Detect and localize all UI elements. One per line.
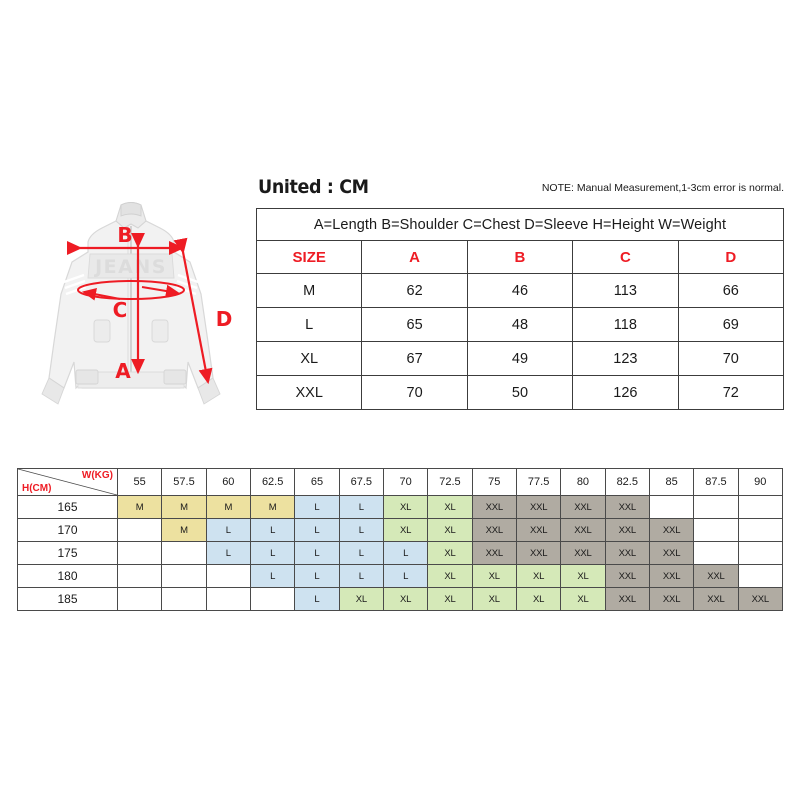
fit-cell-xxl: XXL [605,565,649,588]
spec-header-a: A [362,241,467,274]
fit-cell-xl: XL [428,496,472,519]
spec-header-row [256,176,784,208]
fit-grid-row [18,496,783,519]
fit-cell-xxl: XXL [694,565,738,588]
spec-cell-size: XL [257,342,362,376]
spec-cell-b: 50 [467,376,572,410]
fit-cell-xl: XL [383,588,427,611]
weight-column-header: 75 [472,469,516,496]
spec-row-xl [257,342,784,376]
weight-column-header: 72.5 [428,469,472,496]
fit-cell-empty [738,542,782,565]
fit-cell-xl: XL [428,519,472,542]
height-row-header: 175 [18,542,118,565]
fit-cell-empty [162,542,206,565]
fit-cell-xl: XL [428,542,472,565]
fit-cell-xl: XL [516,588,560,611]
weight-column-header: 62.5 [250,469,294,496]
fit-cell-l: L [339,542,383,565]
fit-grid-row [18,519,783,542]
spec-cell-d: 69 [678,308,783,342]
fit-grid-row [18,542,783,565]
fit-cell-xxl: XXL [561,519,605,542]
spec-cell-d: 72 [678,376,783,410]
fit-cell-l: L [295,565,339,588]
weight-column-header: 85 [649,469,693,496]
fit-grid-corner-header [18,469,118,496]
fit-cell-l: L [339,496,383,519]
fit-cell-empty [118,519,162,542]
fit-cell-xxl: XXL [605,588,649,611]
fit-cell-xxl: XXL [561,542,605,565]
fit-cell-l: L [339,519,383,542]
fit-cell-l: L [206,519,250,542]
size-specification-table [256,208,784,410]
height-axis-label: H(CM) [22,483,52,494]
spec-cell-a: 70 [362,376,467,410]
fit-cell-empty [118,542,162,565]
spec-cell-size: M [257,274,362,308]
fit-cell-xxl: XXL [605,519,649,542]
fit-cell-xxl: XXL [516,519,560,542]
spec-cell-a: 62 [362,274,467,308]
spec-cell-c: 123 [573,342,678,376]
weight-column-header: 82.5 [605,469,649,496]
fit-cell-l: L [250,565,294,588]
fit-cell-xxl: XXL [605,496,649,519]
fit-cell-l: L [295,519,339,542]
fit-cell-xxl: XXL [472,519,516,542]
weight-column-header: 67.5 [339,469,383,496]
spec-cell-size: XXL [257,376,362,410]
unit-label: United : CM [258,176,369,198]
fit-cell-empty [738,519,782,542]
measure-label-a: A [115,359,131,383]
fit-cell-empty [118,588,162,611]
height-row-header: 180 [18,565,118,588]
fit-cell-l: L [383,565,427,588]
specification-section [256,176,784,410]
spec-cell-b: 46 [467,274,572,308]
spec-cell-d: 70 [678,342,783,376]
fit-cell-empty [206,565,250,588]
height-weight-fit-grid [17,468,783,611]
fit-grid-body [18,469,783,611]
spec-cell-c: 118 [573,308,678,342]
fit-cell-empty [738,565,782,588]
measure-label-d: D [215,307,233,331]
weight-column-header: 87.5 [694,469,738,496]
spec-row-l [257,308,784,342]
weight-column-header: 80 [561,469,605,496]
fit-cell-xl: XL [516,565,560,588]
fit-cell-xxl: XXL [649,542,693,565]
fit-cell-xl: XL [428,565,472,588]
fit-cell-l: L [250,519,294,542]
fit-cell-xxl: XXL [649,519,693,542]
fit-cell-xl: XL [428,588,472,611]
fit-cell-empty [694,496,738,519]
spec-column-header-row [257,241,784,274]
weight-column-header: 77.5 [516,469,560,496]
fit-cell-m: M [206,496,250,519]
fit-cell-empty [162,565,206,588]
spec-cell-a: 67 [362,342,467,376]
fit-cell-xxl: XXL [472,496,516,519]
spec-table-body [257,209,784,410]
fit-grid-header-row [18,469,783,496]
spec-header-b: B [467,241,572,274]
weight-column-header: 57.5 [162,469,206,496]
fit-cell-xl: XL [472,588,516,611]
height-row-header: 185 [18,588,118,611]
fit-cell-l: L [295,542,339,565]
measure-label-c: C [112,298,128,322]
fit-cell-xxl: XXL [472,542,516,565]
fit-cell-xl: XL [561,565,605,588]
fit-cell-xxl: XXL [738,588,782,611]
weight-column-header: 60 [206,469,250,496]
fit-cell-xxl: XXL [649,565,693,588]
spec-header-d: D [678,241,783,274]
fit-cell-xxl: XXL [649,588,693,611]
fit-cell-l: L [339,565,383,588]
spec-cell-d: 66 [678,274,783,308]
spec-cell-b: 48 [467,308,572,342]
spec-row-m [257,274,784,308]
fit-cell-xxl: XXL [516,496,560,519]
fit-cell-empty [118,565,162,588]
spec-cell-size: L [257,308,362,342]
jacket-measurement-diagram [20,192,242,430]
fit-cell-xxl: XXL [694,588,738,611]
fit-cell-m: M [162,496,206,519]
spec-cell-b: 49 [467,342,572,376]
fit-cell-empty [206,588,250,611]
fit-cell-l: L [383,542,427,565]
fit-cell-l: L [250,542,294,565]
fit-cell-m: M [250,496,294,519]
weight-column-header: 90 [738,469,782,496]
spec-cell-a: 65 [362,308,467,342]
fit-cell-xl: XL [383,496,427,519]
svg-text:JEANS: JEANS [95,256,167,278]
weight-axis-label: W(KG) [81,470,113,481]
fit-cell-l: L [206,542,250,565]
fit-cell-m: M [118,496,162,519]
spec-cell-c: 113 [573,274,678,308]
spec-row-xxl [257,376,784,410]
fit-recommendation-table [17,468,783,611]
measure-label-b: B [117,223,133,247]
fit-cell-empty [694,519,738,542]
fit-cell-xxl: XXL [561,496,605,519]
fit-cell-xl: XL [339,588,383,611]
spec-legend-cell: A=Length B=Shoulder C=Chest D=Sleeve H=Height W=Weight [257,209,784,241]
fit-cell-xxl: XXL [516,542,560,565]
fit-cell-xl: XL [472,565,516,588]
fit-cell-empty [738,496,782,519]
fit-cell-xxl: XXL [605,542,649,565]
weight-column-header: 65 [295,469,339,496]
fit-cell-l: L [295,496,339,519]
fit-cell-m: M [162,519,206,542]
fit-cell-empty [250,588,294,611]
spec-legend-row [257,209,784,241]
weight-column-header: 70 [383,469,427,496]
fit-cell-xl: XL [561,588,605,611]
spec-header-c: C [573,241,678,274]
fit-cell-empty [694,542,738,565]
fit-grid-row [18,565,783,588]
fit-cell-l: L [295,588,339,611]
spec-cell-c: 126 [573,376,678,410]
spec-header-size: SIZE [257,241,362,274]
weight-column-header: 55 [118,469,162,496]
height-row-header: 165 [18,496,118,519]
fit-cell-empty [649,496,693,519]
height-row-header: 170 [18,519,118,542]
fit-grid-row [18,588,783,611]
measurement-note: NOTE: Manual Measurement,1-3cm error is normal. [541,182,784,194]
fit-cell-xl: XL [383,519,427,542]
fit-cell-empty [162,588,206,611]
